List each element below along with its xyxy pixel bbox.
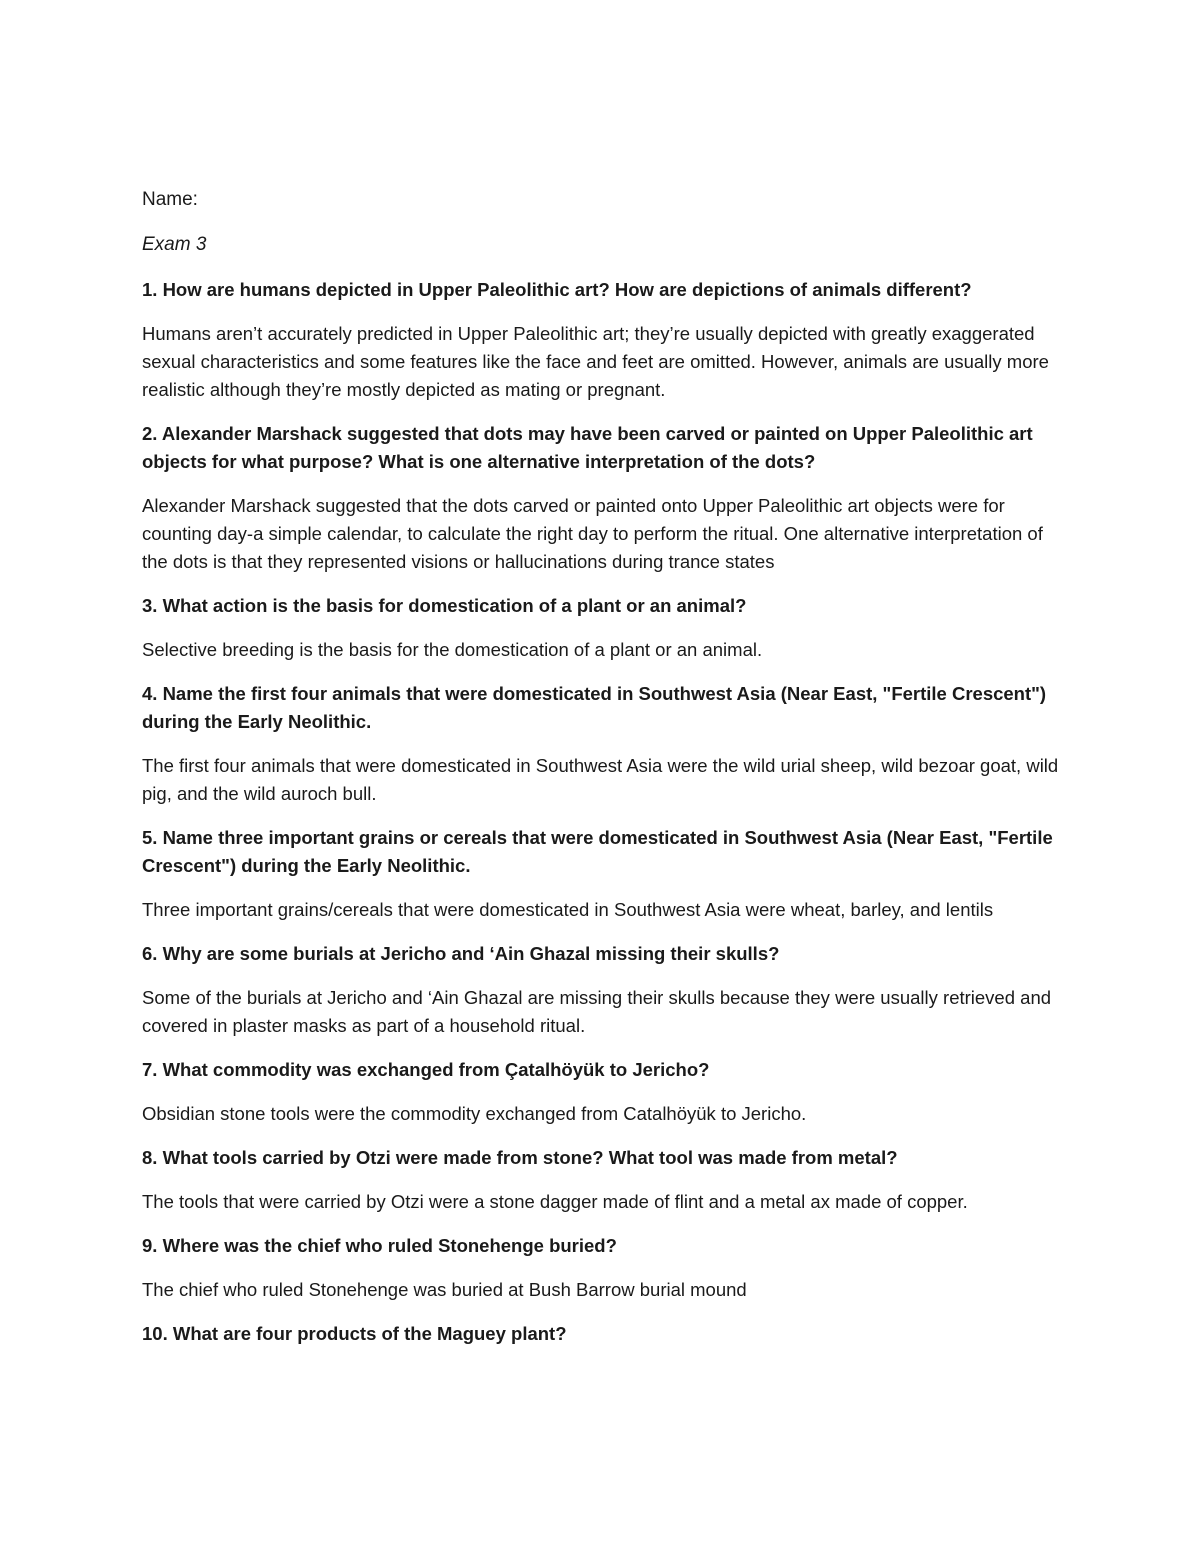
question-8: 8. What tools carried by Otzi were made from stone? What tool was made from metal? bbox=[142, 1147, 898, 1168]
question-9: 9. Where was the chief who ruled Stonehenge buried? bbox=[142, 1235, 617, 1256]
qa-item-2 bbox=[142, 420, 1072, 576]
question-2: 2. Alexander Marshack suggested that dots may have been carved or painted on Upper Paleolithic art objects for what purpose? What is one alternative interpretation of the dots? bbox=[142, 423, 1033, 472]
name-label: Name: bbox=[142, 189, 198, 210]
answer-6: Some of the burials at Jericho and ‘Ain Ghazal are missing their skulls because they were usually retrieved and covered in plaster masks as part of a household ritual. bbox=[142, 987, 1052, 1036]
exam-title: Exam 3 bbox=[142, 234, 207, 255]
qa-item-6 bbox=[142, 940, 1072, 1040]
qa-item-5 bbox=[142, 824, 1072, 924]
question-1: 1. How are humans depicted in Upper Paleolithic art? How are depictions of animals different? bbox=[142, 279, 972, 300]
question-4: 4. Name the first four animals that were domesticated in Southwest Asia (Near East, "Fertile Crescent") during the Early Neolithic. bbox=[142, 683, 1047, 732]
answer-7: Obsidian stone tools were the commodity exchanged from Catalhöyük to Jericho. bbox=[142, 1103, 807, 1124]
answer-4: The first four animals that were domesticated in Southwest Asia were the wild urial sheep, wild bezoar goat, wild pig, and the wild auroch bull. bbox=[142, 755, 1059, 804]
qa-item-1 bbox=[142, 276, 1072, 404]
answer-2: Alexander Marshack suggested that the dots carved or painted onto Upper Paleolithic art objects were for counting day-a simple calendar, to calculate the right day to perform the ritual. One alternative interpretation of the dots is that they represented visions or hallucinations during trance states bbox=[142, 495, 1043, 572]
qa-item-10 bbox=[142, 1320, 1072, 1348]
question-10: 10. What are four products of the Maguey plant? bbox=[142, 1323, 567, 1344]
question-5: 5. Name three important grains or cereals that were domesticated in Southwest Asia (Near East, "Fertile Crescent") during the Early Neolithic. bbox=[142, 827, 1053, 876]
answer-5: Three important grains/cereals that were domesticated in Southwest Asia were wheat, barley, and lentils bbox=[142, 899, 994, 920]
question-6: 6. Why are some burials at Jericho and ‘Ain Ghazal missing their skulls? bbox=[142, 943, 780, 964]
answer-9: The chief who ruled Stonehenge was buried at Bush Barrow burial mound bbox=[142, 1279, 747, 1300]
answer-8: The tools that were carried by Otzi were a stone dagger made of flint and a metal ax made of copper. bbox=[142, 1191, 968, 1212]
qa-item-7 bbox=[142, 1056, 1072, 1128]
qa-item-8 bbox=[142, 1144, 1072, 1216]
document-page bbox=[142, 186, 1072, 1364]
question-3: 3. What action is the basis for domestication of a plant or an animal? bbox=[142, 595, 747, 616]
qa-item-4 bbox=[142, 680, 1072, 808]
answer-1: Humans aren’t accurately predicted in Upper Paleolithic art; they’re usually depicted with greatly exaggerated sexual characteristics and some features like the face and feet are omitted. However, animals are usually more realistic although they’re mostly depicted as mating or pregnant. bbox=[142, 323, 1049, 400]
qa-item-9 bbox=[142, 1232, 1072, 1304]
qa-item-3 bbox=[142, 592, 1072, 664]
question-7: 7. What commodity was exchanged from Çatalhöyük to Jericho? bbox=[142, 1059, 710, 1080]
answer-3: Selective breeding is the basis for the domestication of a plant or an animal. bbox=[142, 639, 763, 660]
